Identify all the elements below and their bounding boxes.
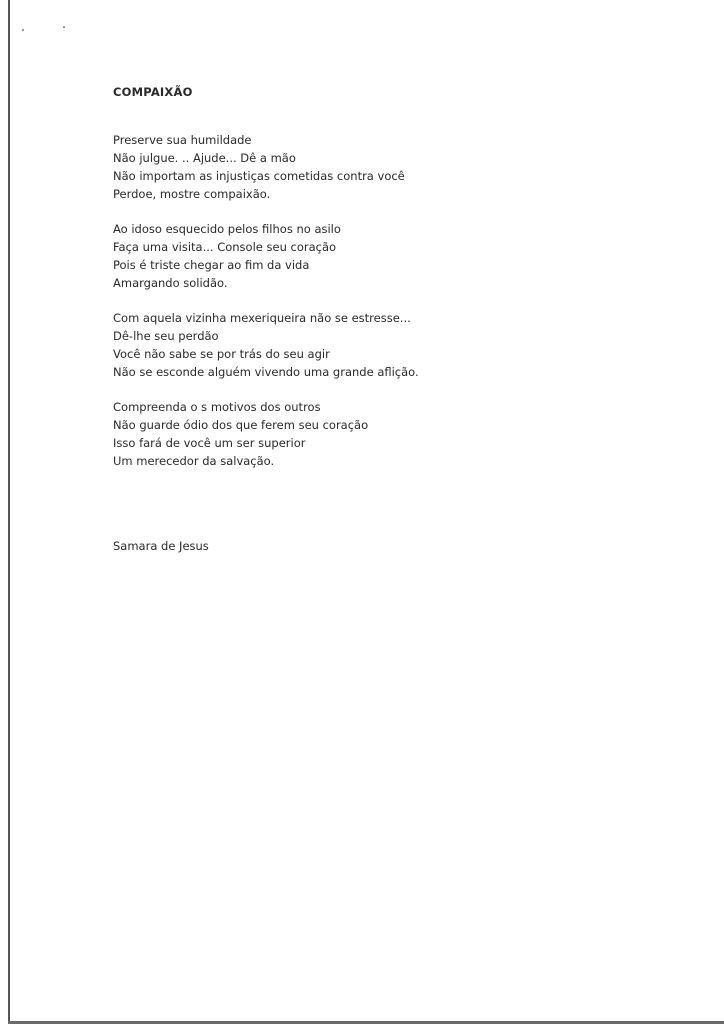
poem-line: Um merecedor da salvação. xyxy=(113,454,275,468)
scan-speck xyxy=(22,29,24,31)
poem-line: Compreenda o s motivos dos outros xyxy=(113,400,321,414)
stanza-2 xyxy=(113,220,673,292)
poem-line: Não se esconde alguém vivendo uma grande aflição. xyxy=(113,365,419,379)
poem-line: Não julgue. .. Ajude... Dê a mão xyxy=(113,151,296,165)
stanza-4 xyxy=(113,398,673,470)
poem-line: Não guarde ódio dos que ferem seu coração xyxy=(113,418,369,432)
stanza-3 xyxy=(113,309,673,381)
poem-line: Não importam as injustiças cometidas contra você xyxy=(113,169,405,183)
poem-line: Com aquela vizinha mexeriqueira não se estresse... xyxy=(113,311,411,325)
poem-line: Pois é triste chegar ao fim da vida xyxy=(113,258,310,272)
poem-line: Amargando solidão. xyxy=(113,276,228,290)
poem-line: Isso fará de você um ser superior xyxy=(113,436,306,450)
author-signature: Samara de Jesus xyxy=(113,539,209,553)
stanza-1 xyxy=(113,131,673,203)
poem-line: Você não sabe se por trás do seu agir xyxy=(113,347,330,361)
poem-title: COMPAIXÃO xyxy=(113,85,193,99)
poem xyxy=(113,83,673,487)
poem-line: Perdoe, mostre compaixão. xyxy=(113,187,271,201)
poem-line: Ao idoso esquecido pelos filhos no asilo xyxy=(113,222,341,236)
poem-line: Dê-lhe seu perdão xyxy=(113,329,219,343)
poem-line: Faça uma visita... Console seu coração xyxy=(113,240,337,254)
page-left-edge xyxy=(8,0,10,1024)
poem-line: Preserve sua humildade xyxy=(113,133,252,147)
scan-speck xyxy=(63,26,65,28)
